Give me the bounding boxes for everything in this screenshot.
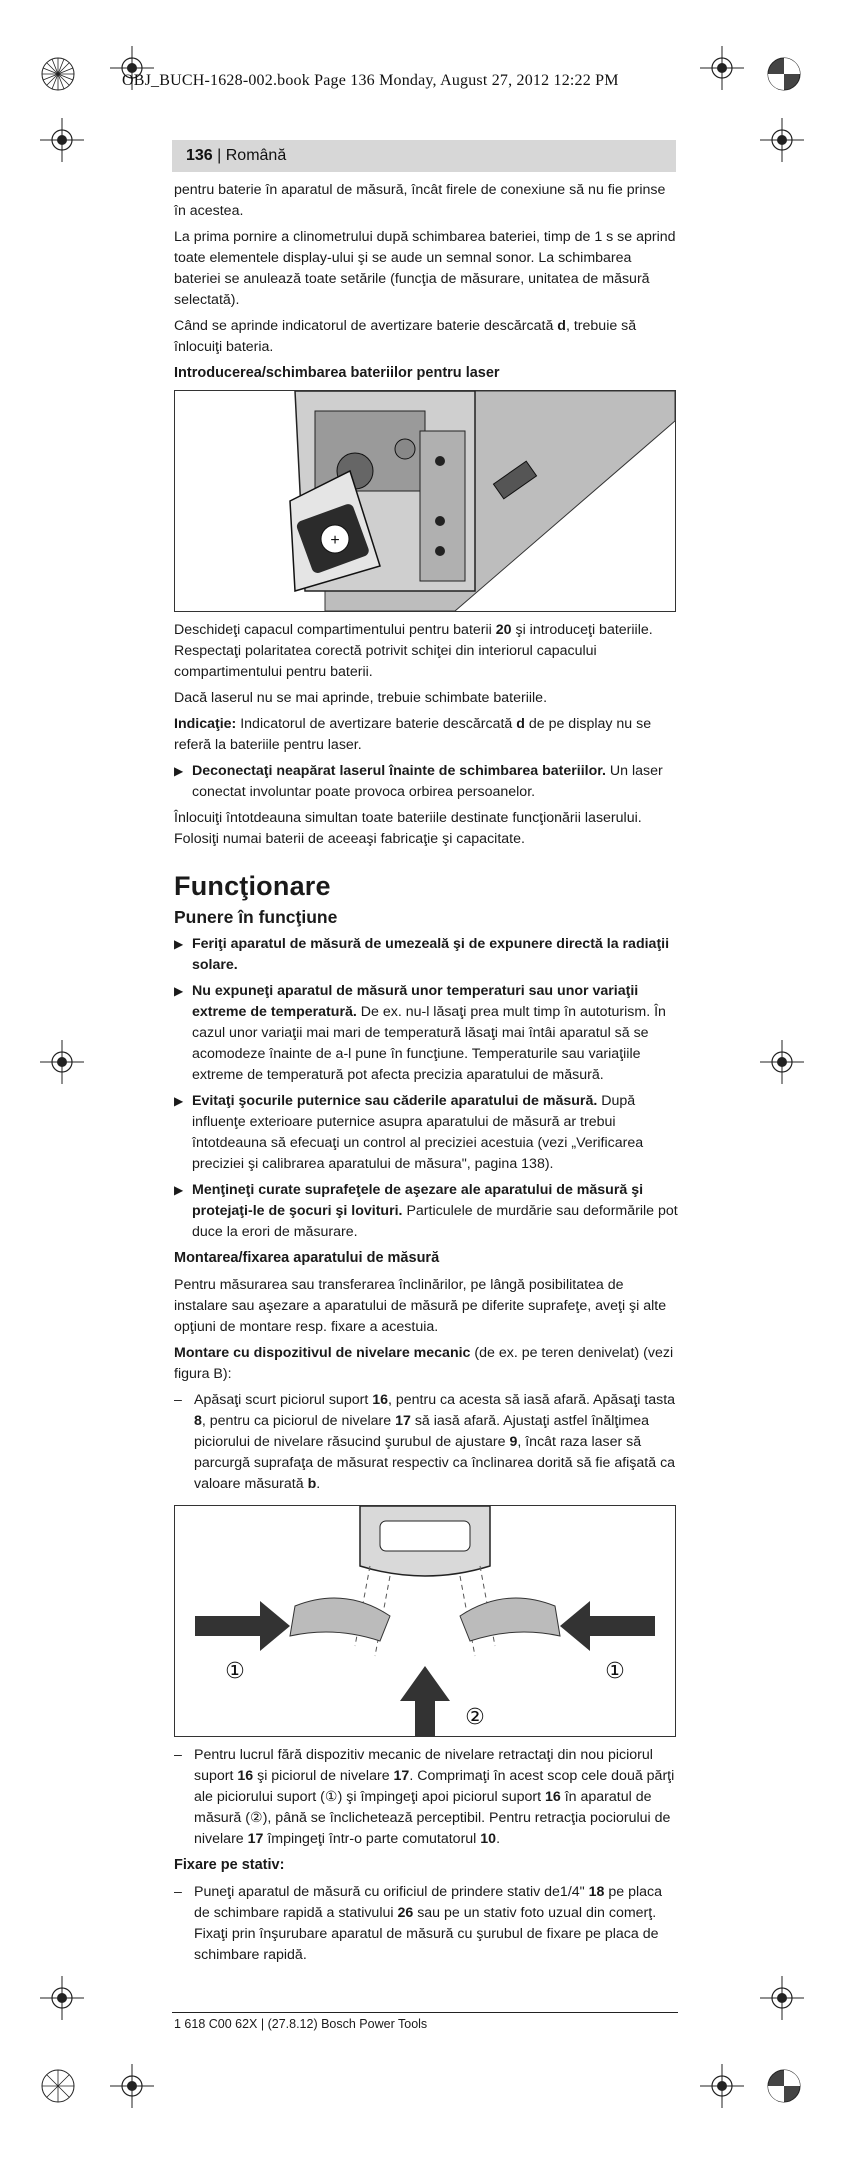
crosshair-mark-icon [700,46,744,90]
text: . [496,1831,501,1847]
text: Puneţi aparatul de măsură cu orificiul de prindere stativ de1/4" [194,1884,589,1900]
note-label: Indicaţie: [174,716,237,732]
page-number: 136 [186,147,213,164]
dash-item [174,1882,678,1966]
laser-battery-illustration [175,391,675,611]
warning-bullet [174,1180,678,1243]
text: în aparatul de măsură (②), până se înclichetează perceptibil. Pentru retracţia pociorului de nivelare [194,1789,671,1847]
dash-marker: – [174,1747,182,1763]
note-paragraph [174,714,678,756]
main-column [174,180,678,1971]
text: împingeţi într-o parte comutatorul [263,1831,481,1847]
battery-compartment-figure [174,390,676,612]
warning-bold: Menţineţi curate suprafeţele de aşezare ale aparatului de măsură şi protejaţi-le de şocuri şi lovituri. [192,1182,644,1219]
warning-bullet [174,761,678,803]
dash-item [174,1390,678,1495]
dash-item-text [194,1392,675,1492]
reference-number: 16 [372,1392,388,1408]
dash-item-text [194,1747,674,1847]
ref-20: 20 [495,622,512,638]
text: Particulele de murdărie sau deformările pot duce la erori de măsurare. [192,1203,678,1240]
text: Deschideţi capacul compartimentului pentru baterii [174,622,496,638]
header-language: Română [225,147,287,164]
text: , pentru ca acesta să iasă afară. Apăsaţi tasta [388,1392,676,1408]
chapter-title: Funcţionare [174,871,331,901]
reference-number: 26 [397,1905,414,1921]
levelling-foot-illustration [175,1506,675,1736]
paragraph [174,1343,678,1385]
reference-number: 17 [393,1768,410,1784]
crosshair-mark-icon [700,2064,744,2108]
text: , încât raza laser să parcurgă suprafaţa de măsurat respectiv ca înclinarea dorită să fie afişată ca valoare măsurată [194,1434,676,1492]
bullet-triangle-icon: ▶ [174,984,184,998]
ref-d: d [516,716,525,732]
crosshair-mark-icon [760,1976,804,2020]
registration-mark-icon [762,2064,806,2108]
text: De ex. nu-l lăsaţi prea mult timp în autoturism. În cazul unor variaţii mai mari de temperatură lăsaţi mai întâi aparatul să se acomodeze înainte de a-l pune în funcţiune. Temperaturile sau variaţiile extreme de temperatură pot afecta precizia aparatului de măsură. [192,1004,666,1083]
warning-bold: Feriţi aparatul de măsură de umezeală şi de expunere directă la radiaţii solare. [192,936,670,973]
paragraph: Pentru măsurarea sau transferarea înclinărilor, pe lângă posibilitatea de instalare sau aşezare a aparatului de măsură pe diferite suprafeţe, aveţi şi alte opţiuni de montare resp. fixare a acestuia. [174,1277,667,1335]
reference-number: 16 [237,1768,254,1784]
registration-mark-icon [36,52,80,96]
reference-number: 8 [194,1413,202,1429]
text: . Comprimaţi în acest scop cele două părţi ale piciorului suport (①) şi împingeţi apoi piciorul suport [194,1768,675,1805]
bullet-triangle-icon: ▶ [174,937,184,951]
ref-d: d [557,318,566,334]
reference-number: 17 [395,1413,411,1429]
dash-marker: – [174,1884,182,1900]
warning-bold: Evitaţi şocurile puternice sau căderile aparatului de măsură. [192,1093,598,1109]
registration-mark-icon [36,2064,80,2108]
print-slug-line: OBJ_BUCH-1628-002.book Page 136 Monday, August 27, 2012 12:22 PM [122,72,619,89]
text: , pentru ca piciorul de nivelare [201,1413,396,1429]
page-header [186,147,286,165]
bullet-triangle-icon: ▶ [174,1183,184,1197]
dash-item-text [194,1884,662,1963]
reference-number: 16 [545,1789,561,1805]
text: (de ex. pe teren denivelat) (vezi figura B): [174,1345,674,1382]
reference-number: b [307,1476,317,1492]
bullet-triangle-icon: ▶ [174,1094,184,1108]
registration-mark-icon [762,52,806,96]
section-heading: Introducerea/schimbarea bateriilor pentru laser [174,365,500,381]
warning-bullet [174,981,678,1086]
paragraph: pentru baterie în aparatul de măsură, încât firele de conexiune să nu fie prinse în acestea. [174,182,666,219]
text: sau pe un stativ foto uzual din comerţ. Fixaţi prin înşurubare aparatul de măsură cu şurubul de fixare pe placa de schimbare rapidă. [194,1905,659,1963]
warning-bold: Nu expuneţi aparatul de măsură unor temperaturi sau unor variaţii extreme de temperatură. [192,983,639,1020]
text: Pentru lucrul fără dispozitiv mecanic de nivelare retractaţi din nou piciorul suport [194,1747,653,1784]
reference-number: 9 [509,1434,518,1450]
paragraph: La prima pornire a clinometrului după schimbarea bateriei, timp de 1 s se aprind toate elementele display-ului şi se aude un semnal sonor. La schimbarea bateriei se anulează toate setările (funcţia de măsurare, unitatea de măsură selectată). [174,229,676,308]
section-heading: Montarea/fixarea aparatului de măsură [174,1250,440,1266]
section-heading: Fixare pe stativ: [174,1857,285,1873]
warning-bullet [174,1091,678,1175]
warning-bold: Deconectaţi neapărat laserul înainte de schimbarea bateriilor. [192,763,606,779]
figure-callout-1: ① [225,1659,245,1684]
text: şi introduceţi bateriile. Respectaţi polaritatea corectă potrivit schiţei din interiorul capacului compartimentului pentru baterii. [174,622,653,680]
text: şi piciorul de nivelare [253,1768,394,1784]
paragraph [174,620,678,683]
bullet-triangle-icon: ▶ [174,764,184,778]
crosshair-mark-icon [40,118,84,162]
figure-callout-2: ② [465,1705,485,1730]
reference-number: 17 [247,1831,264,1847]
crosshair-mark-icon [760,118,804,162]
svg-text:+: + [330,532,340,549]
reference-number: 18 [588,1884,605,1900]
warning-bullet [174,934,678,976]
levelling-foot-figure [174,1505,676,1737]
text: de pe display nu se referă la bateriile pentru laser. [174,716,652,753]
paragraph: Dacă laserul nu se mai aprinde, trebuie schimbate bateriile. [174,690,548,706]
text: Când se aprinde indicatorul de avertizare baterie descărcată [174,318,558,334]
text: Un laser conectat involuntar poate provoca orbirea persoanelor. [192,763,663,800]
text: să iasă afară. Ajustaţi astfel înălţimea piciorului de nivelare răsucind şurubul de ajustare [194,1413,650,1450]
dash-marker: – [174,1392,182,1408]
page-footer: 1 618 C00 62X | (27.8.12) Bosch Power Tools [174,2017,428,2031]
footer-rule [172,2012,678,2013]
crosshair-mark-icon [40,1040,84,1084]
dash-item [174,1745,678,1850]
reference-number: 10 [480,1831,497,1847]
text: Apăsaţi scurt piciorul suport [194,1392,373,1408]
section-title: Punere în funcţiune [174,907,338,927]
crosshair-mark-icon [760,1040,804,1084]
paragraph: Înlocuiţi întotdeauna simultan toate bateriile destinate funcţionării laserului. Folosiţi numai baterii de aceeaşi fabricaţie şi capacitate. [174,810,642,847]
text: După influenţe exterioare puternice asupra aparatului de măsură ar trebui întotdeauna să efecuaţi un control al preciziei acestuia (vezi „Verificarea preciziei şi calibrarea aparatului de măsura", pagina 138). [192,1093,644,1172]
text: , trebuie să înlocuiţi bateria. [174,318,637,355]
text: . [316,1476,321,1492]
header-separator: | [212,147,226,164]
text: Indicatorul de avertizare baterie descărcată [236,716,517,732]
crosshair-mark-icon [40,1976,84,2020]
text: pe placa de schimbare rapidă a stativului [194,1884,662,1921]
bold-lead: Montare cu dispozitivul de nivelare mecanic [174,1345,471,1361]
figure-callout-1b: ① [605,1659,625,1684]
crosshair-mark-icon [110,2064,154,2108]
paragraph [174,316,678,358]
